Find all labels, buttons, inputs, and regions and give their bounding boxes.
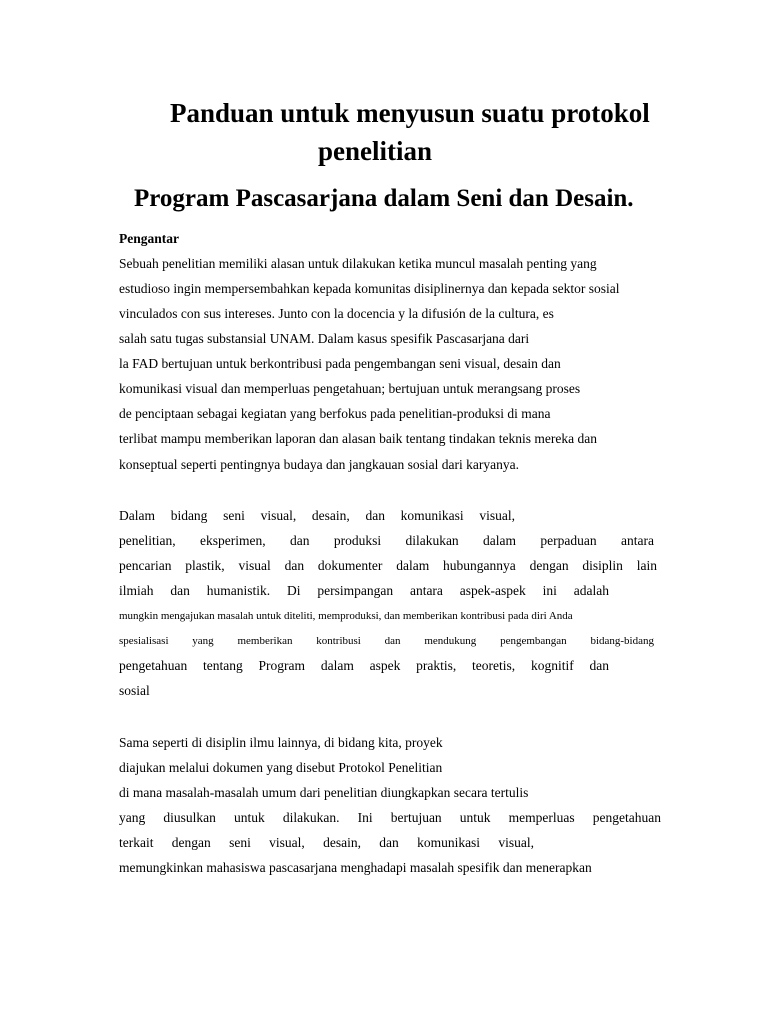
document-title-line-1: Panduan untuk menyusun suatu protokol [170,98,650,128]
paragraph-line: salah satu tugas substansial UNAM. Dalam kasus spesifik Pascasarjana dari [119,331,530,346]
paragraph-line: spesialisasi yang memberikan kontribusi dan mendukung pengembangan bidang-bidang [119,635,654,647]
paragraph-line: terkait dengan seni visual, desain, dan komunikasi visual, [119,835,534,850]
paragraph-line: estudioso ingin mempersembahkan kepada komunitas disiplinernya dan kepada sektor sosial [119,281,620,296]
paragraph-line: Sebuah penelitian memiliki alasan untuk dilakukan ketika muncul masalah penting yang [119,256,597,271]
paragraph-line: sosial [119,683,150,698]
paragraph-line: komunikasi visual dan memperluas pengetahuan; bertujuan untuk merangsang proses [119,381,581,396]
paragraph-line: ilmiah dan humanistik. Di persimpangan antara aspek-aspek ini adalah [119,583,609,598]
paragraph-line: Sama seperti di disiplin ilmu lainnya, di bidang kita, proyek [119,735,443,750]
paragraph-line: Dalam bidang seni visual, desain, dan komunikasi visual, [119,508,515,523]
paragraph-line: mungkin mengajukan masalah untuk diteliti, memproduksi, dan memberikan kontribusi pada diri Anda [119,610,573,622]
paragraph-line: diajukan melalui dokumen yang disebut Protokol Penelitian [119,760,443,775]
section-heading-intro: Pengantar [119,231,179,246]
paragraph-line: di mana masalah-masalah umum dari penelitian diungkapkan secara tertulis [119,785,529,800]
document-title-line-2: penelitian [318,136,433,166]
paragraph-line: la FAD bertujuan untuk berkontribusi pada pengembangan seni visual, desain dan [119,356,561,371]
paragraph-line: de penciptaan sebagai kegiatan yang berfokus pada penelitian-produksi di mana [119,406,551,421]
paragraph-line: vinculados con sus intereses. Junto con la docencia y la difusión de la cultura, es [119,306,554,321]
paragraph-line: terlibat mampu memberikan laporan dan alasan baik tentang tindakan teknis mereka dan [119,431,597,446]
document-subtitle: Program Pascasarjana dalam Seni dan Desain. [134,185,634,212]
paragraph-line: memungkinkan mahasiswa pascasarjana menghadapi masalah spesifik dan menerapkan [119,860,592,875]
paragraph-line: pengetahuan tentang Program dalam aspek praktis, teoretis, kognitif dan [119,658,609,673]
paragraph-line: penelitian, eksperimen, dan produksi dilakukan dalam perpaduan antara [119,533,654,548]
paragraph-line: pencarian plastik, visual dan dokumenter dalam hubungannya dengan disiplin lain [119,558,657,573]
paragraph-line: konseptual seperti pentingnya budaya dan jangkauan sosial dari karyanya. [119,457,519,472]
paragraph-line: yang diusulkan untuk dilakukan. Ini bertujuan untuk memperluas pengetahuan [119,810,661,825]
